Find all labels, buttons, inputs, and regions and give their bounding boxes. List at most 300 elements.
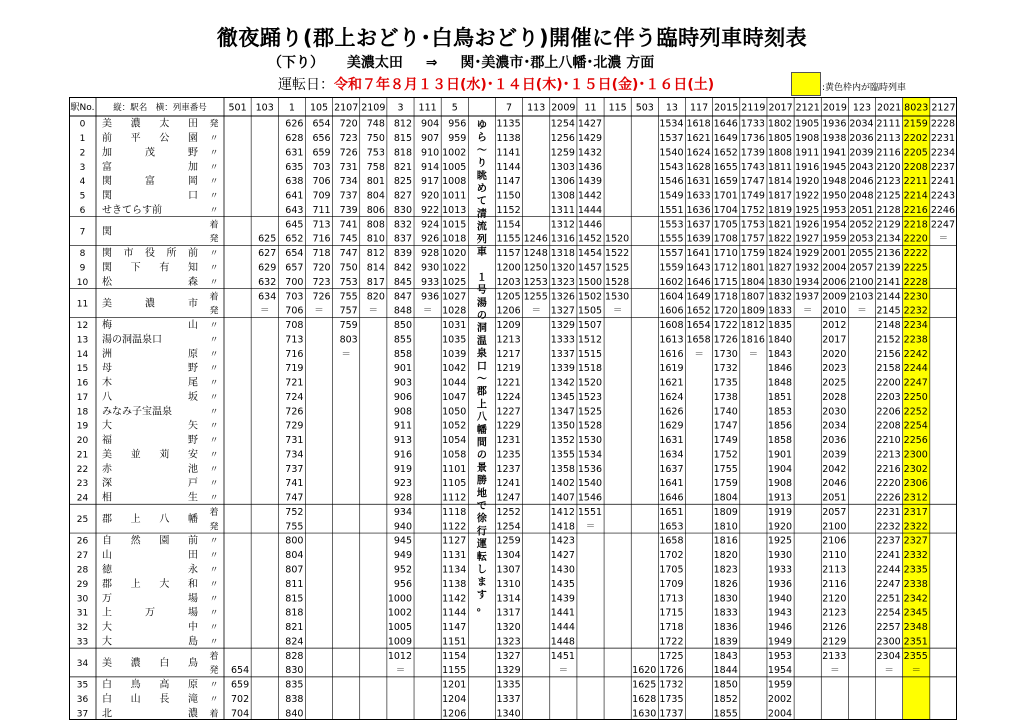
train-number-111: 111 [418,102,437,114]
time-cell: ＝ [748,348,759,360]
time-cell: 1512 [577,334,603,346]
arrive-depart-mark: 〃 [209,148,219,159]
time-cell: 1518 [577,363,603,375]
station-name: 赤池 [102,463,198,475]
time-cell: 2241 [930,176,955,188]
time-cell: 2242 [903,348,928,360]
time-cell: 2036 [849,133,874,145]
time-cell: ＝ [368,305,379,317]
time-cell: 2228 [903,276,928,288]
time-cell: 2051 [849,204,874,216]
time-cell: 1823 [713,564,738,576]
time-cell: 734 [339,176,358,188]
time-cell: 1201 [442,679,467,691]
vertical-note-char: 。 [476,602,487,614]
time-cell: 1427 [577,118,603,130]
time-cell: 1846 [767,363,793,375]
station-no: 7 [79,227,86,238]
time-cell: ＝ [884,665,894,677]
time-cell: 1704 [713,204,738,216]
time-cell: 1733 [740,118,765,130]
vertical-note-char: 郡 [476,386,487,398]
time-cell: 2055 [849,248,874,260]
time-cell: 1559 [659,262,684,274]
time-cell: 737 [285,463,304,475]
time-cell: 1127 [442,535,467,547]
time-cell: 1015 [442,219,467,231]
station-name: 白鳥高原 [102,679,198,691]
station-name: 前平公園 [102,133,198,145]
time-cell: 645 [285,219,304,231]
time-cell: 709 [312,190,331,202]
time-cell: 2244 [903,363,928,375]
station-name: 松森 [102,276,198,288]
arrive-depart-mark: 〃 [209,565,219,576]
station-no: 12 [76,321,89,332]
time-cell: 634 [258,291,277,303]
time-cell: 1726 [713,334,738,346]
time-cell: 815 [393,133,413,145]
time-cell: 2129 [822,636,847,648]
time-cell: 2200 [876,377,901,389]
time-cell: 1135 [496,118,521,130]
time-cell: 1953 [767,650,793,662]
time-cell: 2156 [876,348,901,360]
time-cell: 807 [285,564,304,576]
time-cell: 1807 [740,291,765,303]
time-cell: ＝ [857,305,867,317]
time-cell: ＝ [314,305,324,317]
time-cell: 1908 [795,133,820,145]
time-cell: 1546 [659,176,684,188]
station-no: 4 [79,177,86,188]
time-cell: 1920 [795,176,820,188]
time-cell: 2039 [849,147,874,159]
operation-label: 運転日： [278,77,334,93]
time-cell: 1655 [713,161,738,173]
vertical-note-char: ら [476,132,487,144]
time-cell: 837 [393,233,413,245]
arrive-depart-mark: 〃 [209,608,219,619]
vertical-note-char: ゆ [476,120,487,131]
time-cell: 1250 [523,262,548,274]
time-cell: 1736 [740,133,765,145]
time-cell: 1256 [550,133,575,145]
station-name: 関 [102,226,112,238]
train-number-117: 117 [690,102,709,114]
time-cell: 1311 [550,204,575,216]
time-cell: 1941 [822,147,847,159]
time-cell: 753 [339,276,358,288]
vertical-note-char: 行 [476,526,487,538]
time-cell: 1525 [577,406,603,418]
time-cell: 812 [393,118,413,130]
header-description: 縦：駅名 横：列車番号 [113,103,207,113]
time-cell: 817 [366,276,385,288]
time-cell: 2202 [903,133,928,145]
time-cell: 1310 [496,578,521,590]
time-cell: 2304 [876,650,901,662]
time-cell: 1747 [713,420,738,432]
time-cell: 1940 [767,593,793,605]
station-no: 14 [76,349,89,360]
time-cell: 1809 [740,305,765,317]
vertical-note-char: 清 [476,208,487,220]
time-cell: 2126 [822,622,847,634]
station-name: 郡上大和 [102,578,198,590]
station-name: 美濃市 [102,298,198,310]
time-cell: 2234 [930,147,955,159]
time-cell: 1312 [550,219,575,231]
arrive-depart-mark: 〃 [209,177,219,188]
time-cell: 1808 [767,147,793,159]
time-cell: 2110 [822,550,847,562]
time-cell: 750 [366,133,385,145]
station-no: 35 [76,680,89,691]
time-cell: 1658 [659,535,684,547]
time-cell: ＝ [694,348,704,360]
station-no: 22 [76,464,89,475]
arrive-depart-mark: 発 [209,666,219,677]
station-no: 19 [76,421,89,432]
time-cell: 1454 [577,248,603,260]
time-cell: 2345 [903,607,928,619]
arrive-depart-mark: 〃 [209,536,219,547]
time-cell: 1749 [740,190,765,202]
time-cell: 2141 [876,276,901,288]
time-cell: 720 [339,118,358,130]
station-no: 27 [76,551,89,562]
time-cell: 711 [312,204,331,216]
time-cell: 1452 [577,233,603,245]
time-cell: 1138 [442,578,467,590]
time-cell: ＝ [938,233,949,245]
time-cell: 803 [339,334,358,346]
time-cell: 1442 [577,190,603,202]
time-cell: 1303 [550,161,575,173]
time-cell: 632 [258,276,277,288]
time-cell: 1759 [740,248,765,260]
station-no: 11 [76,299,89,310]
time-cell: 1507 [577,320,603,332]
time-cell: 933 [421,276,440,288]
time-cell: 2237 [876,535,901,547]
time-cell: 627 [258,248,277,260]
time-cell: 629 [258,262,277,274]
time-cell: 748 [366,118,385,130]
time-cell: 839 [393,248,413,260]
time-cell: 1925 [795,204,820,216]
time-cell: 1936 [822,118,847,130]
arrive-depart-mark: 発 [209,522,219,533]
time-cell: 2046 [849,176,874,188]
station-name: 北濃 [102,708,198,720]
time-cell: 1337 [550,348,575,360]
time-cell: 2012 [822,320,847,332]
time-cell: 1641 [659,478,684,490]
time-cell: 1911 [795,147,820,159]
time-cell: 1350 [550,420,575,432]
time-cell: 1821 [767,219,793,231]
time-cell: 1830 [767,276,793,288]
time-cell: 1606 [659,305,684,317]
vertical-note-char: 車 [476,247,487,258]
time-cell: 2145 [876,305,901,317]
train-number-2009: 2009 [551,102,576,114]
time-cell: 1052 [442,420,467,432]
time-cell: 1633 [686,190,711,202]
time-cell: 1804 [713,492,738,504]
time-cell: 1134 [442,564,467,576]
time-cell: 2144 [876,291,901,303]
time-cell: 2244 [876,564,901,576]
time-cell: 1718 [713,291,738,303]
time-cell: 2057 [822,506,847,518]
time-cell: 820 [366,291,385,303]
time-cell: 2231 [930,133,955,145]
station-no: 21 [76,450,89,461]
station-no: 28 [76,565,89,576]
time-cell: 638 [285,176,304,188]
time-cell: ＝ [341,348,351,360]
time-cell: 1358 [550,463,575,475]
time-cell: 1621 [659,377,684,389]
time-cell: 928 [393,492,413,504]
time-cell: 1318 [550,248,575,260]
time-cell: 1641 [686,248,711,260]
time-cell: 1658 [686,334,711,346]
time-cell: 1058 [442,449,467,461]
train-number-2017: 2017 [768,102,793,114]
time-cell: 2251 [876,593,901,605]
time-cell: 1439 [550,593,575,605]
arrive-depart-mark: 〃 [209,579,219,590]
time-cell: 801 [366,176,385,188]
time-cell: 1439 [577,176,603,188]
time-cell: 919 [393,463,413,475]
time-cell: 1636 [686,204,711,216]
time-cell: 708 [285,320,304,332]
station-no: 15 [76,364,89,375]
time-cell: 1739 [740,147,765,159]
station-name: 木尾 [102,377,198,389]
time-cell: 1624 [686,147,711,159]
time-cell: 747 [285,492,304,504]
time-cell: 1557 [659,248,684,260]
time-cell: 2216 [876,463,901,475]
time-cell: 1005 [442,161,467,173]
time-cell: 2123 [822,607,847,619]
time-cell: ＝ [531,305,541,317]
time-cell: 1252 [496,506,521,518]
station-no: 36 [76,694,89,705]
time-cell: 635 [285,161,304,173]
train-number-1: 1 [288,102,295,114]
time-cell: 1920 [767,521,793,533]
time-cell: 656 [312,133,331,145]
time-cell: 812 [366,248,385,260]
time-cell: 917 [421,176,440,188]
time-cell: 1042 [442,363,467,375]
time-cell: 2247 [930,219,955,231]
time-cell: 1705 [659,564,684,576]
station-no: 26 [76,536,89,547]
time-cell: 901 [393,363,413,375]
time-cell: 1652 [686,305,711,317]
timetable [69,97,957,720]
time-cell: 1913 [767,492,793,504]
time-cell: 745 [339,233,358,245]
time-cell: 913 [393,435,413,447]
time-cell: 956 [448,118,467,130]
vertical-note-char: １ [476,272,487,284]
time-cell: 723 [339,133,358,145]
station-name: 美濃太田 [102,118,198,130]
time-cell: 838 [285,693,304,705]
station-no: 6 [79,205,86,216]
time-cell: 2342 [903,593,928,605]
time-cell: 703 [285,291,304,303]
time-cell: 2208 [903,161,928,173]
arrive-depart-mark: 着 [209,651,219,662]
time-cell: 2254 [903,420,928,432]
station-name: 大島 [102,636,198,648]
time-cell: 1555 [659,233,684,245]
time-cell: 923 [393,478,413,490]
time-cell: 1009 [387,636,413,648]
time-cell: 1505 [577,305,603,317]
time-cell: 2020 [822,348,847,360]
time-cell: 2246 [930,204,955,216]
arrive-depart-mark: 〃 [209,364,219,375]
station-name: 自然園前 [102,535,198,547]
time-cell: 2139 [876,262,901,274]
time-cell: 1436 [577,161,603,173]
time-cell: 1457 [577,262,603,274]
time-cell: 1012 [387,650,413,662]
legend-swatch [791,72,821,96]
time-cell: 628 [285,133,304,145]
time-cell: 1213 [496,334,521,346]
time-cell: 718 [312,248,331,260]
train-number-123: 123 [852,102,872,114]
time-cell: 845 [393,276,413,288]
time-cell: 1520 [605,233,630,245]
time-cell: 1713 [659,593,684,605]
time-cell: 1937 [795,291,820,303]
train-number-2019: 2019 [822,102,847,114]
time-cell: 1805 [767,133,793,145]
time-cell: 1634 [659,449,684,461]
time-cell: 1718 [659,622,684,634]
time-cell: 723 [312,276,331,288]
time-cell: 1217 [496,348,521,360]
time-cell: 1904 [767,463,793,475]
destination-label: 関･美濃市･郡上八幡･北濃 方面 [460,55,655,71]
time-cell: 729 [285,420,304,432]
time-cell: 1327 [496,650,521,662]
time-cell: 1702 [659,550,684,562]
direction-label: （下り） [268,55,324,71]
station-no: 30 [76,594,89,605]
train-number-105: 105 [309,102,329,114]
time-cell: 1625 [632,679,657,691]
time-cell: 2252 [903,406,928,418]
time-cell: 2053 [849,233,874,245]
time-cell: 1152 [496,204,521,216]
time-cell: 1930 [767,550,793,562]
time-cell: 2046 [822,478,847,490]
time-cell: 758 [366,161,385,173]
time-cell: 1725 [659,650,684,662]
time-cell: 1209 [496,320,521,332]
time-cell: 1231 [496,435,521,447]
time-cell: 1757 [740,233,765,245]
legend-text: :黄色枠内が臨時列車 [822,83,907,93]
route-subtitle [268,52,672,72]
time-cell: 1451 [550,650,575,662]
station-no: 2 [79,148,86,159]
time-cell: 1551 [659,204,684,216]
time-cell: 2216 [903,204,928,216]
time-cell: 713 [312,219,331,231]
time-cell: 1705 [713,219,738,231]
station-name: 加茂野 [102,147,198,159]
arrive-depart-mark: 〃 [209,277,219,288]
time-cell: 1652 [713,147,738,159]
time-cell: 1851 [767,391,793,403]
time-cell: 1530 [605,291,630,303]
time-cell: 952 [393,564,413,576]
time-cell: 1934 [795,276,820,288]
time-cell: 1646 [686,276,711,288]
time-cell: 1722 [713,320,738,332]
time-cell: 1536 [577,463,603,475]
station-name: 徳永 [102,564,198,576]
arrow-icon: ⇒ [425,55,438,71]
time-cell: 940 [393,521,413,533]
operation-dates [278,74,714,94]
arrive-depart-mark: 〃 [209,249,219,260]
station-name: 八坂 [102,391,198,403]
time-cell: 1530 [577,435,603,447]
page-title: 徹夜踊り(郡上おどり･白鳥おどり)開催に伴う臨時列車時刻表 [216,26,808,50]
time-cell: 2125 [876,190,901,202]
time-cell: 821 [285,622,304,634]
time-cell: 2302 [903,463,928,475]
station-no: 5 [79,191,86,202]
vertical-note-char: し [476,564,487,576]
arrive-depart-mark: 〃 [209,594,219,605]
time-cell: 1429 [577,133,603,145]
time-cell: 1908 [767,478,793,490]
time-cell: 1235 [496,449,521,461]
time-cell: 2317 [903,506,928,518]
time-cell: 1044 [442,377,467,389]
time-cell: 1649 [713,133,738,145]
time-cell: 2238 [903,334,928,346]
arrive-depart-mark: 〃 [209,464,219,475]
vertical-note-char: て [476,196,487,208]
time-cell: 1205 [496,291,521,303]
time-cell: 2100 [849,276,874,288]
time-cell: 1027 [442,291,467,303]
time-cell: 1621 [686,133,711,145]
arrive-depart-mark: 〃 [209,134,219,145]
time-cell: 700 [285,276,304,288]
time-cell: 1241 [496,478,521,490]
time-cell: 1620 [632,665,657,677]
